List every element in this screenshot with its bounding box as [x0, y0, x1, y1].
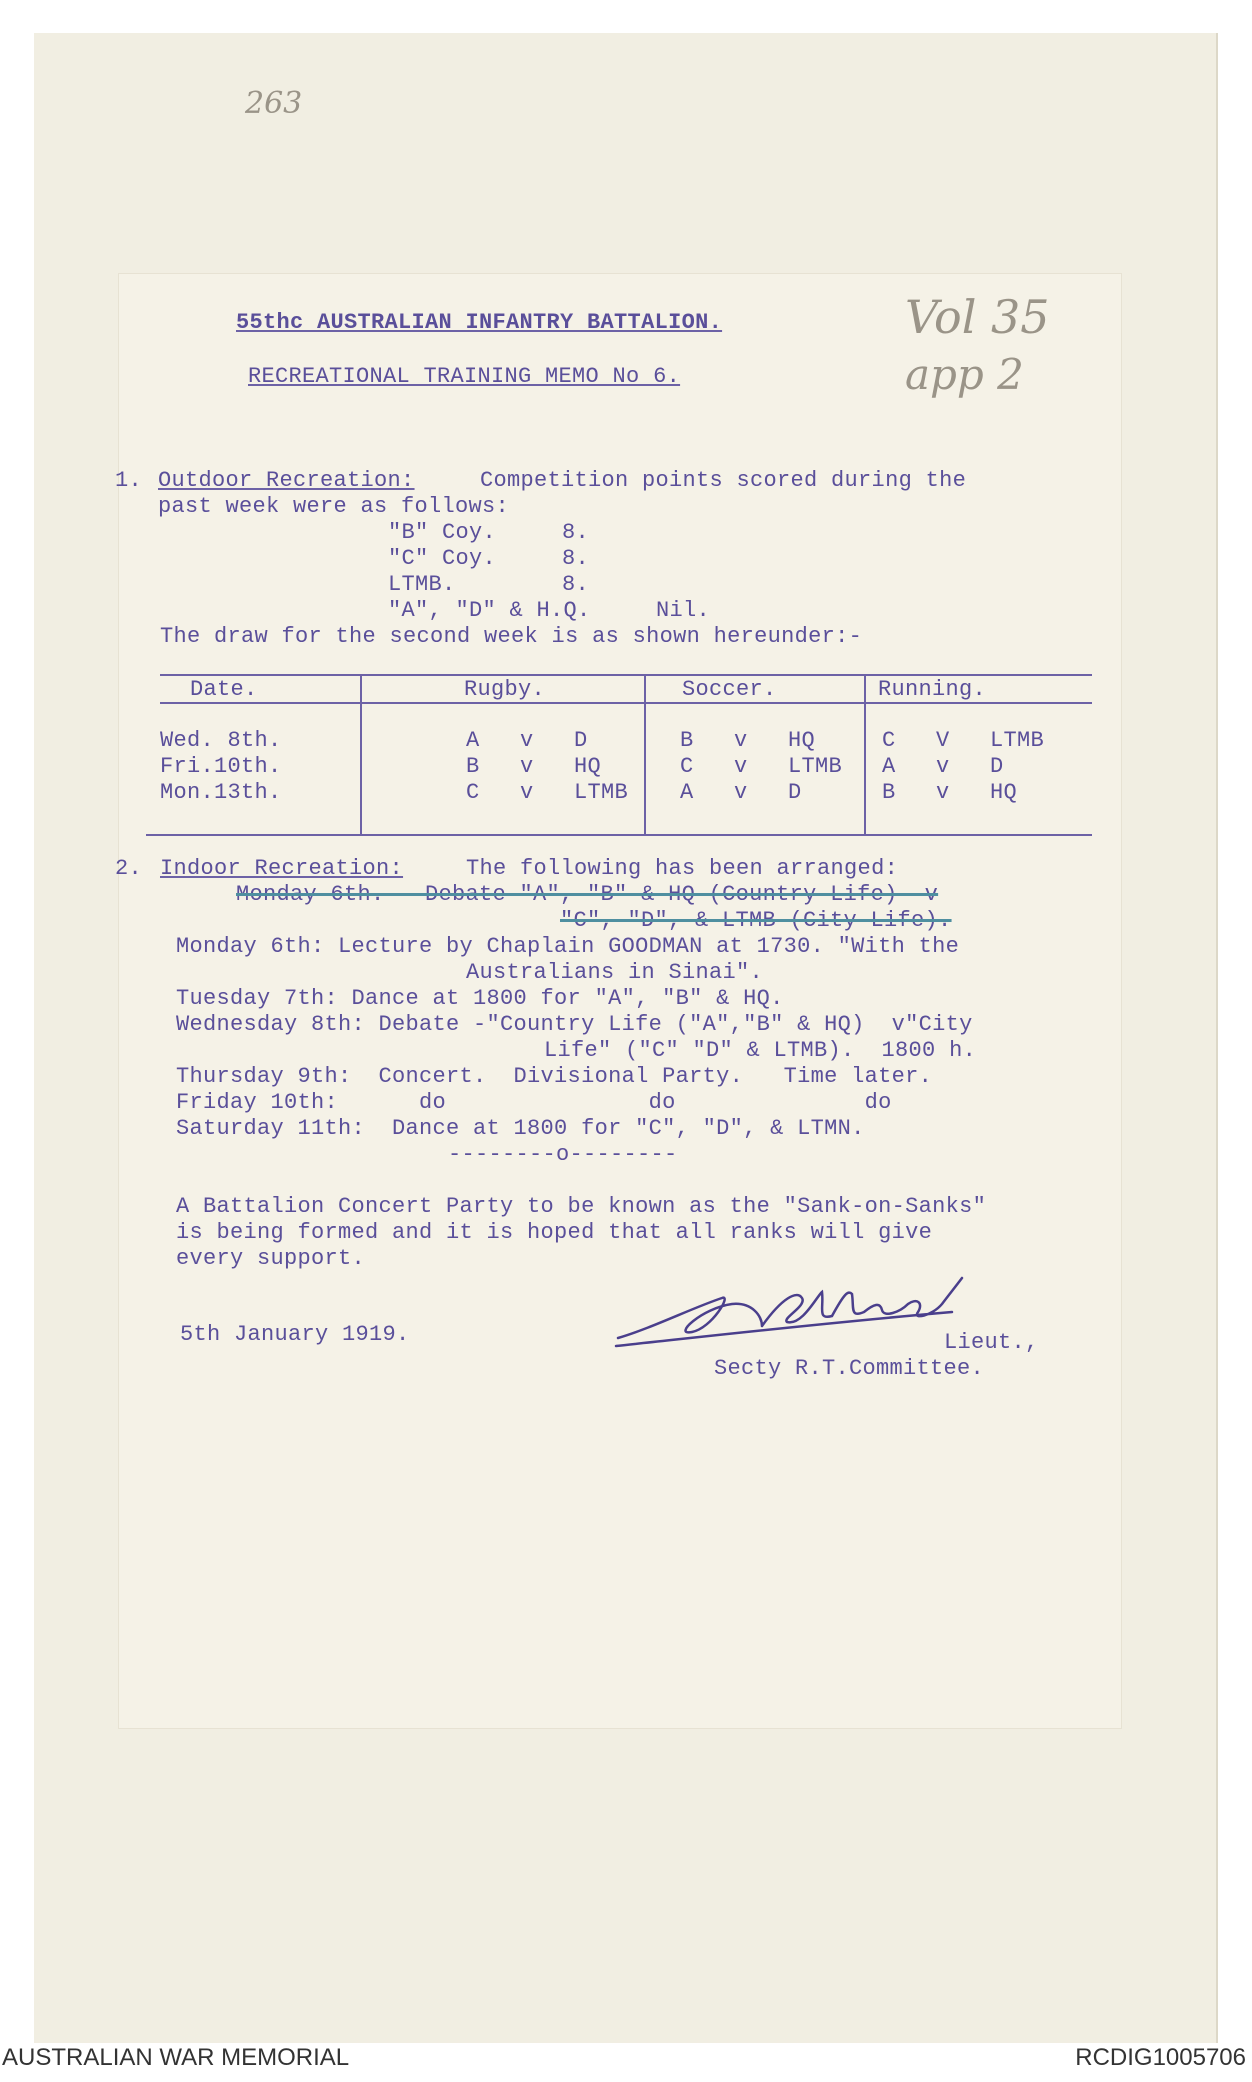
table-cell-date: Fri.10th. [160, 754, 282, 779]
schedule-line: Thursday 9th: Concert. Divisional Party. Time later. [176, 1064, 933, 1089]
struck-line: Monday 6th. Debate "A", "B" & HQ (Country Life) v [236, 882, 939, 907]
table-cell-soccer: C v LTMB [680, 754, 843, 779]
signatory-role: Secty R.T.Committee. [714, 1356, 985, 1381]
table-cell-rugby: C v LTMB [466, 780, 629, 805]
table-cell-running: B v HQ [882, 780, 1018, 805]
schedule-line: Tuesday 7th: Dance at 1800 for "A", "B" & HQ. [176, 986, 784, 1011]
section-1-line2: past week were as follows: [158, 494, 510, 519]
schedule-line: Monday 6th: Lecture by Chaplain GOODMAN at 1730. "With the [176, 934, 960, 959]
score-team: "C" Coy. [388, 546, 497, 571]
table-header-date: Date. [190, 677, 258, 702]
schedule-line: Saturday 11th: Dance at 1800 for "C", "D", & LTMN. [176, 1116, 865, 1141]
memo-heading: RECREATIONAL TRAINING MEMO No 6. [248, 364, 681, 389]
score-points: Nil. [656, 598, 711, 623]
score-points: 8. [562, 520, 590, 545]
concert-line: A Battalion Concert Party to be known as the "Sank-on-Sanks" [176, 1194, 987, 1219]
section-2-label: Indoor Recreation: [160, 856, 404, 881]
signatory-rank: Lieut., [944, 1330, 1039, 1355]
concert-line: every support. [176, 1246, 366, 1271]
section-1-label: Outdoor Recreation: [158, 468, 415, 493]
schedule-line: Wednesday 8th: Debate -"Country Life ("A","B" & HQ) v"City [176, 1012, 973, 1037]
footer-archive: AUSTRALIAN WAR MEMORIAL [2, 2044, 350, 2071]
table-bottom-rule [146, 834, 1092, 836]
table-col-divider [644, 676, 646, 834]
section-2-intro: The following has been arranged: [466, 856, 899, 881]
table-header-rugby: Rugby. [464, 677, 546, 702]
table-header-soccer: Soccer. [682, 677, 777, 702]
table-cell-rugby: A v D [466, 728, 588, 753]
score-points: 8. [562, 572, 590, 597]
table-cell-soccer: B v HQ [680, 728, 816, 753]
table-cell-date: Wed. 8th. [160, 728, 282, 753]
footer-reference: RCDIG1005706 [1075, 2044, 1246, 2071]
score-team: LTMB. [388, 572, 456, 597]
score-team: "B" Coy. [388, 520, 497, 545]
section-1-number: 1. [115, 468, 143, 493]
table-cell-soccer: A v D [680, 780, 802, 805]
draw-line: The draw for the second week is as shown hereunder:- [160, 624, 863, 649]
marginal-vol: Vol 35 [905, 290, 1050, 344]
concert-line: is being formed and it is hoped that all ranks will give [176, 1220, 933, 1245]
score-team: "A", "D" & H.Q. [388, 598, 591, 623]
struck-line: "C", "D", & LTMB (City Life). [560, 908, 952, 933]
table-cell-rugby: B v HQ [466, 754, 602, 779]
score-points: 8. [562, 546, 590, 571]
memo-date: 5th January 1919. [180, 1322, 410, 1347]
section-2-number: 2. [115, 856, 143, 881]
unit-heading: 55thc AUSTRALIAN INFANTRY BATTALION. [236, 310, 723, 335]
schedule-line: Australians in Sinai". [466, 960, 764, 985]
table-header-running: Running. [878, 677, 987, 702]
section-1-line1: Competition points scored during the [480, 468, 967, 493]
schedule-line: Friday 10th: do do do [176, 1090, 892, 1115]
schedule-line: Life" ("C" "D" & LTMB). 1800 h. [544, 1038, 977, 1063]
table-col-divider [360, 676, 362, 834]
table-top-rule [160, 674, 1092, 676]
page-number: 263 [245, 86, 303, 121]
table-col-divider [864, 676, 866, 834]
marginal-app: app 2 [905, 350, 1024, 399]
table-cell-running: C V LTMB [882, 728, 1045, 753]
section-divider: --------o-------- [448, 1142, 678, 1167]
table-cell-date: Mon.13th. [160, 780, 282, 805]
table-cell-running: A v D [882, 754, 1004, 779]
